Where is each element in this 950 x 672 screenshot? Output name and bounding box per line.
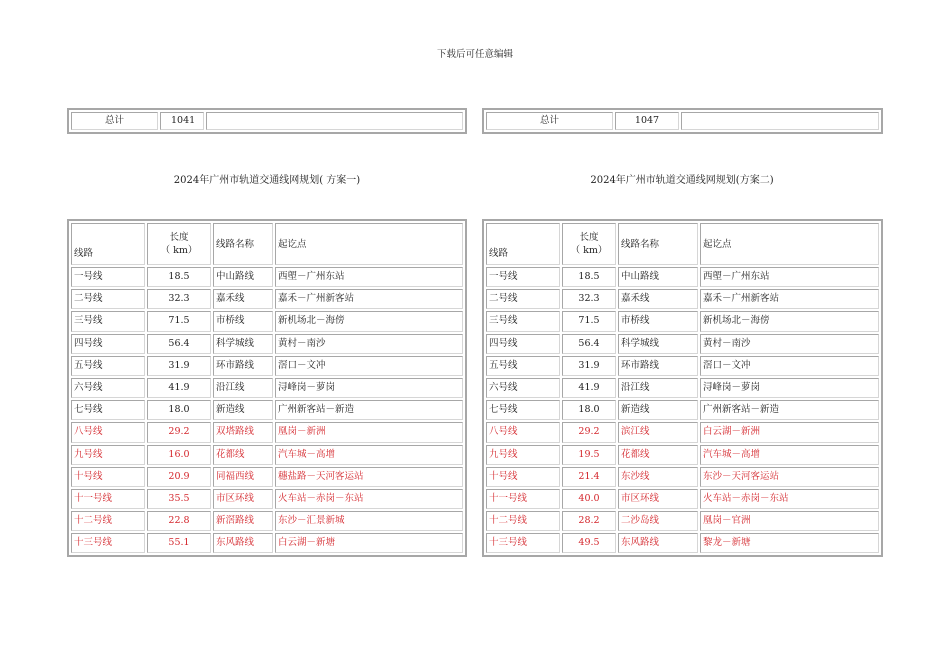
line-name-cell: 沿江线: [213, 378, 273, 398]
line-cell: 九号线: [486, 445, 560, 465]
table-row: [71, 511, 463, 531]
line-name-cell: 科学城线: [618, 334, 698, 354]
length-cell: 41.9: [562, 378, 616, 398]
line-name-cell: 嘉禾线: [618, 289, 698, 309]
endpoints-cell: 黄村－南沙: [700, 334, 879, 354]
length-cell: 22.8: [147, 511, 211, 531]
endpoints-cell: 火车站－赤岗－东站: [275, 489, 463, 509]
endpoints-cell: 凰岗－新洲: [275, 422, 463, 442]
table-header-row: [71, 223, 463, 265]
endpoints-cell: 东沙－汇景新城: [275, 511, 463, 531]
total-value: 1041: [160, 112, 204, 130]
line-cell: 三号线: [486, 311, 560, 331]
line-cell: 六号线: [486, 378, 560, 398]
length-cell: 18.5: [562, 267, 616, 287]
line-cell: 二号线: [71, 289, 145, 309]
line-name-cell: 市桥线: [618, 311, 698, 331]
table-row: [486, 356, 879, 376]
plan-1-title: 2024年广州市轨道交通线网规划( 方案一): [173, 175, 361, 186]
endpoints-cell: 凰岗－官洲: [700, 511, 879, 531]
plan-2-rows: [486, 267, 879, 553]
length-cell: 56.4: [562, 334, 616, 354]
line-cell: 九号线: [71, 445, 145, 465]
line-name-cell: 环市路线: [213, 356, 273, 376]
line-cell: 十号线: [486, 467, 560, 487]
endpoints-cell: 广州新客站－新造: [275, 400, 463, 420]
col-header-line: 线路: [486, 223, 560, 265]
endpoints-cell: 穗盐路－天河客运站: [275, 467, 463, 487]
endpoints-cell: 白云湖－新塘: [275, 533, 463, 553]
line-name-cell: 二沙岛线: [618, 511, 698, 531]
length-cell: 20.9: [147, 467, 211, 487]
line-cell: 十二号线: [486, 511, 560, 531]
line-cell: 五号线: [71, 356, 145, 376]
table-header-row: [486, 223, 879, 265]
length-cell: 31.9: [562, 356, 616, 376]
length-cell: 18.0: [562, 400, 616, 420]
table-row: [486, 267, 879, 287]
length-cell: 55.1: [147, 533, 211, 553]
line-name-cell: 市桥线: [213, 311, 273, 331]
table-row: [486, 511, 879, 531]
length-cell: 19.5: [562, 445, 616, 465]
line-name-cell: 新造线: [618, 400, 698, 420]
table-row: [71, 311, 463, 331]
line-name-cell: 嘉禾线: [213, 289, 273, 309]
table-row: [71, 378, 463, 398]
line-name-cell: 科学城线: [213, 334, 273, 354]
line-cell: 五号线: [486, 356, 560, 376]
endpoints-cell: 汽车城－高增: [700, 445, 879, 465]
table-row: [71, 289, 463, 309]
line-cell: 十一号线: [71, 489, 145, 509]
line-cell: 六号线: [71, 378, 145, 398]
line-cell: 一号线: [486, 267, 560, 287]
endpoints-cell: 火车站－赤岗－东站: [700, 489, 879, 509]
plan-1-table: [67, 219, 467, 557]
endpoints-cell: 黄村－南沙: [275, 334, 463, 354]
line-cell: 三号线: [71, 311, 145, 331]
col-header-ends: 起讫点: [275, 223, 463, 265]
total-row: [486, 112, 879, 130]
line-name-cell: 花都线: [618, 445, 698, 465]
line-cell: 四号线: [486, 334, 560, 354]
table-row: [71, 334, 463, 354]
length-cell: 49.5: [562, 533, 616, 553]
col-header-length: 长度 （ km）: [147, 223, 211, 265]
length-cell: 32.3: [562, 289, 616, 309]
col-header-length: 长度 （ km）: [562, 223, 616, 265]
line-cell: 七号线: [486, 400, 560, 420]
line-cell: 八号线: [71, 422, 145, 442]
endpoints-cell: 嘉禾－广州新客站: [275, 289, 463, 309]
endpoints-cell: 东沙－天河客运站: [700, 467, 879, 487]
length-cell: 18.5: [147, 267, 211, 287]
length-cell: 16.0: [147, 445, 211, 465]
total-blank: [206, 112, 463, 130]
line-cell: 十三号线: [71, 533, 145, 553]
line-name-cell: 东风路线: [618, 533, 698, 553]
table-row: [486, 533, 879, 553]
endpoints-cell: 滘口－文冲: [700, 356, 879, 376]
endpoints-cell: 浔峰岗－萝岗: [275, 378, 463, 398]
col-header-ends: 起讫点: [700, 223, 879, 265]
table-row: [486, 334, 879, 354]
endpoints-cell: 浔峰岗－萝岗: [700, 378, 879, 398]
line-cell: 四号线: [71, 334, 145, 354]
endpoints-cell: 新机场北－海傍: [275, 311, 463, 331]
table-row: [71, 267, 463, 287]
length-cell: 32.3: [147, 289, 211, 309]
table-row: [71, 422, 463, 442]
length-cell: 31.9: [147, 356, 211, 376]
table-row: [486, 467, 879, 487]
endpoints-cell: 嘉禾－广州新客站: [700, 289, 879, 309]
line-name-cell: 花都线: [213, 445, 273, 465]
table-row: [486, 422, 879, 442]
total-table-plan-1: [67, 108, 467, 134]
line-name-cell: 东风路线: [213, 533, 273, 553]
line-name-cell: 东沙线: [618, 467, 698, 487]
plan-2-title: 2024年广州市轨道交通线网规划(方案二): [590, 175, 774, 186]
col-header-name: 线路名称: [213, 223, 273, 265]
length-cell: 21.4: [562, 467, 616, 487]
line-name-cell: 中山路线: [213, 267, 273, 287]
table-row: [486, 311, 879, 331]
header-note: 下载后可任意编辑: [436, 49, 513, 60]
line-name-cell: 滨江线: [618, 422, 698, 442]
line-cell: 十号线: [71, 467, 145, 487]
total-blank: [681, 112, 879, 130]
table-row: [486, 489, 879, 509]
length-cell: 29.2: [147, 422, 211, 442]
length-cell: 28.2: [562, 511, 616, 531]
total-value: 1047: [615, 112, 679, 130]
length-cell: 71.5: [562, 311, 616, 331]
endpoints-cell: 白云湖－新洲: [700, 422, 879, 442]
table-row: [71, 400, 463, 420]
length-cell: 56.4: [147, 334, 211, 354]
endpoints-cell: 西塱－广州东站: [275, 267, 463, 287]
length-cell: 71.5: [147, 311, 211, 331]
line-name-cell: 新滘路线: [213, 511, 273, 531]
line-cell: 二号线: [486, 289, 560, 309]
endpoints-cell: 新机场北－海傍: [700, 311, 879, 331]
col-header-name: 线路名称: [618, 223, 698, 265]
line-cell: 十一号线: [486, 489, 560, 509]
line-name-cell: 双塔路线: [213, 422, 273, 442]
length-cell: 40.0: [562, 489, 616, 509]
line-name-cell: 同福西线: [213, 467, 273, 487]
endpoints-cell: 黎龙－新塘: [700, 533, 879, 553]
table-row: [71, 467, 463, 487]
total-label: 总计: [486, 112, 613, 130]
line-cell: 八号线: [486, 422, 560, 442]
total-table-plan-2: [482, 108, 883, 134]
table-row: [71, 489, 463, 509]
line-name-cell: 市区环线: [213, 489, 273, 509]
line-cell: 一号线: [71, 267, 145, 287]
line-name-cell: 中山路线: [618, 267, 698, 287]
table-row: [486, 378, 879, 398]
table-row: [486, 445, 879, 465]
endpoints-cell: 汽车城－高增: [275, 445, 463, 465]
plan-1-rows: [71, 267, 463, 553]
table-row: [486, 400, 879, 420]
plan-2-table: [482, 219, 883, 557]
line-cell: 十二号线: [71, 511, 145, 531]
line-name-cell: 沿江线: [618, 378, 698, 398]
table-row: [486, 289, 879, 309]
table-row: [71, 533, 463, 553]
line-name-cell: 新造线: [213, 400, 273, 420]
length-cell: 18.0: [147, 400, 211, 420]
endpoints-cell: 滘口－文冲: [275, 356, 463, 376]
length-cell: 29.2: [562, 422, 616, 442]
line-cell: 十三号线: [486, 533, 560, 553]
line-name-cell: 市区环线: [618, 489, 698, 509]
table-row: [71, 445, 463, 465]
table-row: [71, 356, 463, 376]
endpoints-cell: 西塱－广州东站: [700, 267, 879, 287]
line-name-cell: 环市路线: [618, 356, 698, 376]
line-cell: 七号线: [71, 400, 145, 420]
length-cell: 41.9: [147, 378, 211, 398]
length-cell: 35.5: [147, 489, 211, 509]
endpoints-cell: 广州新客站－新造: [700, 400, 879, 420]
total-row: [71, 112, 463, 130]
total-label: 总计: [71, 112, 158, 130]
col-header-line: 线路: [71, 223, 145, 265]
